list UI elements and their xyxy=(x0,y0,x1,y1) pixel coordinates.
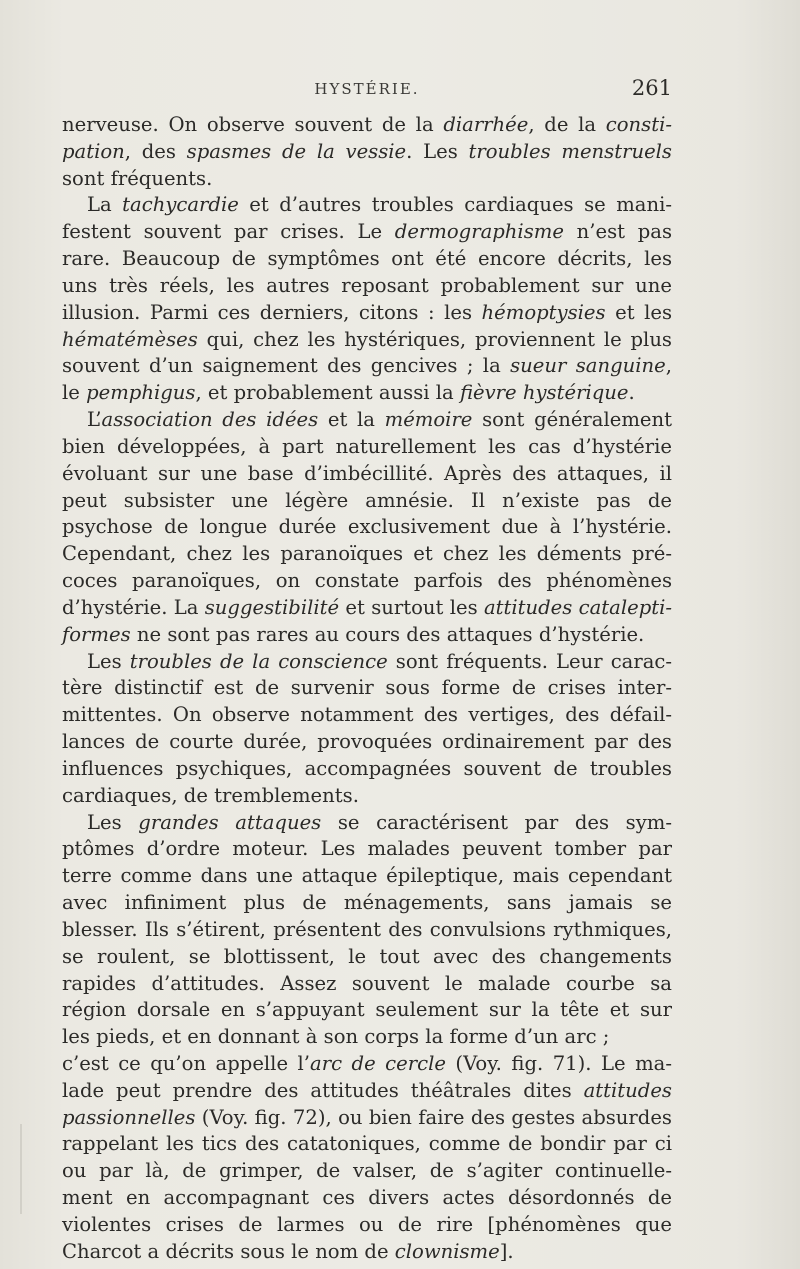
text-segment: psychose de longue durée exclusivement due à l’hystérie. xyxy=(62,515,672,539)
page-edge-shadow xyxy=(20,1124,22,1214)
page-number: 261 xyxy=(631,76,672,100)
text-segment: festent souvent par crises. Le xyxy=(62,220,395,244)
italic-text: troubles de la conscience xyxy=(129,649,388,673)
text-segment: blesser. Ils s’étirent, présentent des convulsions rythmiques, xyxy=(62,917,672,941)
text-segment: lade peut prendre des attitudes théâtrales dites xyxy=(62,1078,584,1102)
italic-text: tachycardie xyxy=(122,193,239,217)
italic-text: formes xyxy=(62,622,131,646)
text-segment: c’est ce qu’on appelle l’ xyxy=(62,1051,311,1075)
text-line xyxy=(62,488,672,515)
text-line xyxy=(62,783,672,810)
text-segment: évoluant sur une base d’imbécillité. Après des attaques, il xyxy=(62,461,672,485)
text-segment: tère distinctif est de survenir sous forme de crises inter- xyxy=(62,676,672,700)
text-segment: Les xyxy=(87,810,139,834)
text-line xyxy=(62,192,672,219)
body-text xyxy=(62,112,672,1266)
text-segment: se caractérisent par des sym- xyxy=(321,810,673,834)
text-segment: (Voy. fig. 71). Le ma- xyxy=(445,1051,672,1075)
text-line xyxy=(62,810,672,837)
text-segment: Charcot a décrits sous le nom de xyxy=(62,1239,395,1263)
text-segment: L’ xyxy=(87,408,102,432)
text-segment: nerveuse. On observe souvent de la xyxy=(62,113,444,136)
text-line xyxy=(62,380,672,407)
text-segment: rappelant les tics des catatoniques, comme de bondir par ci xyxy=(62,1132,672,1156)
text-line xyxy=(62,1185,672,1212)
text-line xyxy=(62,246,672,273)
text-segment: région dorsale en s’appuyant seulement sur la tête et sur xyxy=(62,998,672,1022)
italic-text: attitudes catalepti- xyxy=(483,595,672,619)
text-line xyxy=(62,836,672,863)
italic-text: hématémèses xyxy=(62,327,198,351)
text-segment: ne sont pas rares au cours des attaques d’hystérie. xyxy=(130,622,645,646)
text-segment: bien développées, à part naturellement les cas d’hystérie xyxy=(62,434,672,458)
text-segment: ment en accompagnant ces divers actes désordonnés de xyxy=(62,1186,672,1210)
text-line xyxy=(62,353,672,380)
italic-text: fièvre hystérique xyxy=(459,381,629,405)
text-segment: La xyxy=(87,193,123,217)
text-segment: souvent d’un saignement des gencives ; la xyxy=(62,354,511,378)
text-line xyxy=(62,514,672,541)
italic-text: association des idées xyxy=(101,408,319,432)
text-line xyxy=(62,112,672,139)
running-head: HYSTÉRIE. xyxy=(314,80,420,98)
text-segment: et surtout les xyxy=(339,595,484,619)
text-line xyxy=(62,1131,672,1158)
text-line xyxy=(62,1051,672,1078)
italic-text: mémoire xyxy=(384,408,473,432)
text-segment: lances de courte durée, provoquées ordinairement par des xyxy=(62,730,672,754)
text-segment: violentes crises de larmes ou de rire [phénomènes que xyxy=(62,1212,672,1236)
text-line xyxy=(62,407,672,434)
text-segment: et la xyxy=(318,408,385,432)
text-segment: . Les xyxy=(406,139,469,163)
italic-text: dermographisme xyxy=(394,220,564,244)
text-segment: terre comme dans une attaque épileptique, mais cependant xyxy=(62,864,672,888)
italic-text: suggestibilité xyxy=(204,595,340,619)
text-segment: les pieds, et en donnant à son corps la forme d’un arc ; xyxy=(62,1025,610,1049)
italic-text: consti- xyxy=(605,113,672,136)
italic-text: pation xyxy=(62,139,125,163)
text-segment: avec infiniment plus de ménagements, sans jamais se xyxy=(62,891,672,915)
italic-text: arc de cercle xyxy=(310,1051,446,1075)
text-segment: , et probablement aussi la xyxy=(195,381,460,405)
text-segment: et les xyxy=(605,300,673,324)
text-segment: ou par là, de grimper, de valser, de s’agiter continuelle- xyxy=(62,1159,672,1183)
text-segment: coces paranoïques, on constate parfois des phénomènes xyxy=(62,569,672,593)
text-segment: n’est pas xyxy=(563,220,673,244)
italic-text: clownisme xyxy=(394,1239,500,1263)
text-line xyxy=(62,1212,672,1239)
text-line xyxy=(62,273,672,300)
text-segment: le xyxy=(62,381,87,405)
text-line xyxy=(62,649,672,676)
text-line xyxy=(62,461,672,488)
text-line xyxy=(62,568,672,595)
italic-text: pemphigus xyxy=(86,381,196,405)
text-segment: sont généralement xyxy=(472,408,673,432)
italic-text: spasmes de la vessie xyxy=(186,139,407,163)
page-header xyxy=(62,76,672,106)
text-segment: . xyxy=(628,381,635,405)
text-line xyxy=(62,1239,672,1266)
text-line xyxy=(62,756,672,783)
text-segment: cardiaques, de tremblements. xyxy=(62,783,359,807)
text-segment: (Voy. fig. 72), ou bien faire des gestes absurdes xyxy=(195,1105,672,1129)
text-line xyxy=(62,434,672,461)
text-segment: , des xyxy=(124,139,187,163)
text-line xyxy=(62,702,672,729)
italic-text: hémoptysies xyxy=(481,300,606,324)
text-line xyxy=(62,139,672,166)
text-line xyxy=(62,729,672,756)
text-segment: peut subsister une légère amnésie. Il n’existe pas de xyxy=(62,488,672,512)
text-segment: rare. Beaucoup de symptômes ont été encore décrits, les xyxy=(62,247,672,271)
text-segment: d’hystérie. La xyxy=(62,595,205,619)
text-segment: rapides d’attitudes. Assez souvent le malade courbe sa xyxy=(62,971,672,995)
text-line xyxy=(62,1078,672,1105)
text-line xyxy=(62,1024,672,1051)
text-segment: se roulent, se blottissent, le tout avec des changements xyxy=(62,944,672,968)
text-segment: Les xyxy=(87,649,130,673)
text-line xyxy=(62,1158,672,1185)
text-segment: mittentes. On observe notamment des vertiges, des défail- xyxy=(62,703,672,727)
text-segment: uns très réels, les autres reposant probablement sur une xyxy=(62,273,672,297)
text-line xyxy=(62,300,672,327)
text-segment: sont fréquents. Leur carac- xyxy=(387,649,673,673)
text-line xyxy=(62,917,672,944)
text-line xyxy=(62,327,672,354)
text-line xyxy=(62,863,672,890)
text-line xyxy=(62,944,672,971)
text-segment: , xyxy=(665,354,672,378)
text-line xyxy=(62,675,672,702)
italic-text: diarrhée xyxy=(443,113,529,136)
italic-text: passionnelles xyxy=(62,1105,196,1129)
text-line xyxy=(62,890,672,917)
italic-text: grandes attaques xyxy=(138,810,322,834)
text-segment: qui, chez les hystériques, proviennent le plus xyxy=(197,327,672,351)
text-segment: illusion. Parmi ces derniers, citons : les xyxy=(62,300,482,324)
text-segment: sont fréquents. xyxy=(62,166,213,190)
italic-text: troubles menstruels xyxy=(468,139,672,163)
italic-text: sueur sanguine xyxy=(510,354,666,378)
text-segment: ptômes d’ordre moteur. Les malades peuvent tomber par xyxy=(62,837,672,861)
text-line xyxy=(62,595,672,622)
text-segment: ]. xyxy=(499,1239,514,1263)
text-segment: Cependant, chez les paranoïques et chez les déments pré- xyxy=(62,542,672,566)
text-line xyxy=(62,622,672,649)
text-segment: et d’autres troubles cardiaques se mani- xyxy=(238,193,672,217)
text-line xyxy=(62,971,672,998)
italic-text: attitudes xyxy=(583,1078,672,1102)
text-line xyxy=(62,166,672,193)
text-line xyxy=(62,997,672,1024)
text-line xyxy=(62,1105,672,1132)
text-segment: , de la xyxy=(528,113,606,136)
text-line xyxy=(62,219,672,246)
text-segment: influences psychiques, accompagnées souvent de troubles xyxy=(62,756,672,780)
text-line xyxy=(62,541,672,568)
